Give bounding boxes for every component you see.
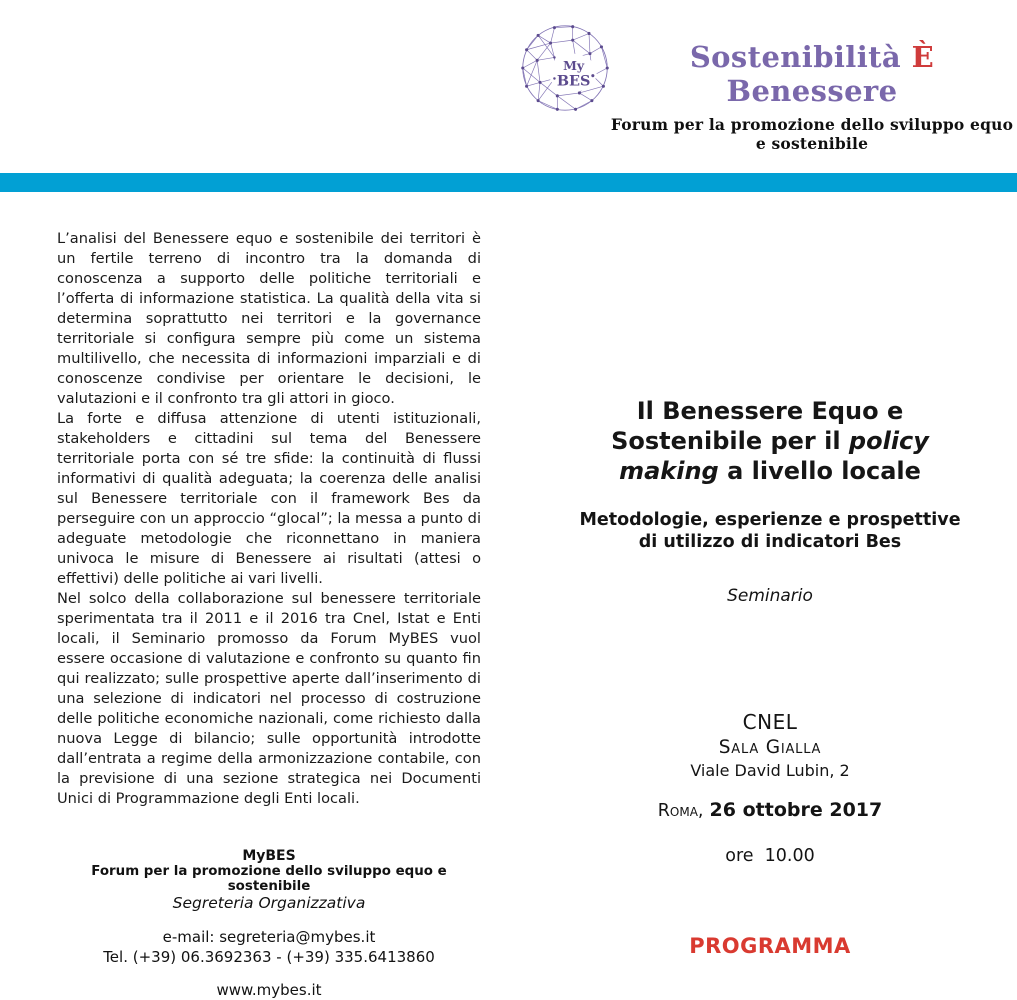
brand-title-post: Benessere bbox=[726, 74, 898, 108]
body-paragraph-1: L’analisi del Benessere equo e sostenibile dei territori è un fertile terreno di incontro tra la domanda di conoscenza a supporto delle politiche territoriali e l’offerta di informazione statistica. La qualità della vita si determina soprattutto nei territori e la governance territoriale si configura sempre più come un sistema multilivello, che necessita di informazioni imparziali e di conoscenze condivise per orientare le decisioni, le valutazioni e il confronto tra gli attori in gioco. bbox=[57, 230, 481, 407]
event-title bbox=[595, 396, 945, 486]
event-title-pre: Il Benessere Equo e Sostenibile per il bbox=[611, 397, 904, 455]
organizer-email-link[interactable]: e-mail: segreteria@mybes.it bbox=[162, 928, 376, 946]
brand-title-accent: È bbox=[911, 40, 935, 74]
logo-text-my: My bbox=[563, 57, 585, 73]
venue-address: Viale David Lubin, 2 bbox=[690, 761, 850, 780]
organizer-role: Segreteria Organizzativa bbox=[172, 894, 366, 912]
organizer-phone: Tel. (+39) 06.3692363 - (+39) 335.6413860 bbox=[103, 948, 435, 966]
event-column bbox=[550, 0, 990, 977]
event-time: ore 10.00 bbox=[725, 846, 815, 866]
brand-subtitle: Forum per la promozione dello sviluppo equo e sostenibile bbox=[610, 115, 1014, 153]
event-title-post: a livello locale bbox=[718, 457, 921, 485]
intro-text-column bbox=[57, 229, 481, 809]
event-date: 26 ottobre 2017 bbox=[709, 799, 883, 821]
body-paragraph-2: La forte e diffusa attenzione di utenti istituzionali, stakeholders e cittadini sul tema del Benessere territoriale porta con sé tre sfide: la continuità di flussi informativi di qualità adeguata; la coerenza delle analisi sul Benessere territoriale con il framework Bes da perseguire con un approccio “glocal”; la messa a punto di adeguate metodologie che riconnettano in maniera univoca le misure di Benessere ai risultati (attesi o effettivi) delle politiche ai vari livelli. bbox=[57, 410, 481, 587]
logo-text-bes: BES bbox=[556, 72, 591, 90]
event-title-italic: policy making bbox=[619, 427, 929, 485]
organizer-name: MyBES bbox=[242, 848, 296, 864]
organizer-block bbox=[57, 849, 481, 1000]
event-type-label: Seminario bbox=[727, 586, 813, 606]
body-paragraph-3: Nel solco della collaborazione sul benessere territoriale sperimentata tra il 2011 e il 2016 tra Cnel, Istat e Enti locali, il Seminario promosso da Forum MyBES vuol essere occasione di valutazione e confronto su quanto fin qui realizzato; sulle prospettive aperte dall’inserimento di una selezione di indicatori nel processo di costruzione delle politiche economiche nazionali, come richiesto dalla nuova Legge di bilancio; sulle opportunità introdotte dall’entrata a regime della armonizzazione contabile, con la previsione di una sezione strategica nei Documenti Unici di Programmazione degli Enti locali. bbox=[57, 590, 481, 807]
venue-name: CNEL bbox=[742, 710, 798, 734]
venue-room: Sala Gialla bbox=[718, 737, 822, 758]
event-city: Roma, bbox=[657, 801, 704, 821]
event-date-line bbox=[550, 799, 990, 821]
brand-title-pre: Sostenibilità bbox=[689, 40, 912, 74]
programma-heading: PROGRAMMA bbox=[689, 934, 851, 958]
organizer-description: Forum per la promozione dello sviluppo equo e sostenibile bbox=[91, 864, 447, 894]
organizer-website-link[interactable]: www.mybes.it bbox=[216, 981, 322, 999]
event-subtitle: Metodologie, esperienze e prospettive di utilizzo di indicatori Bes bbox=[579, 510, 961, 552]
